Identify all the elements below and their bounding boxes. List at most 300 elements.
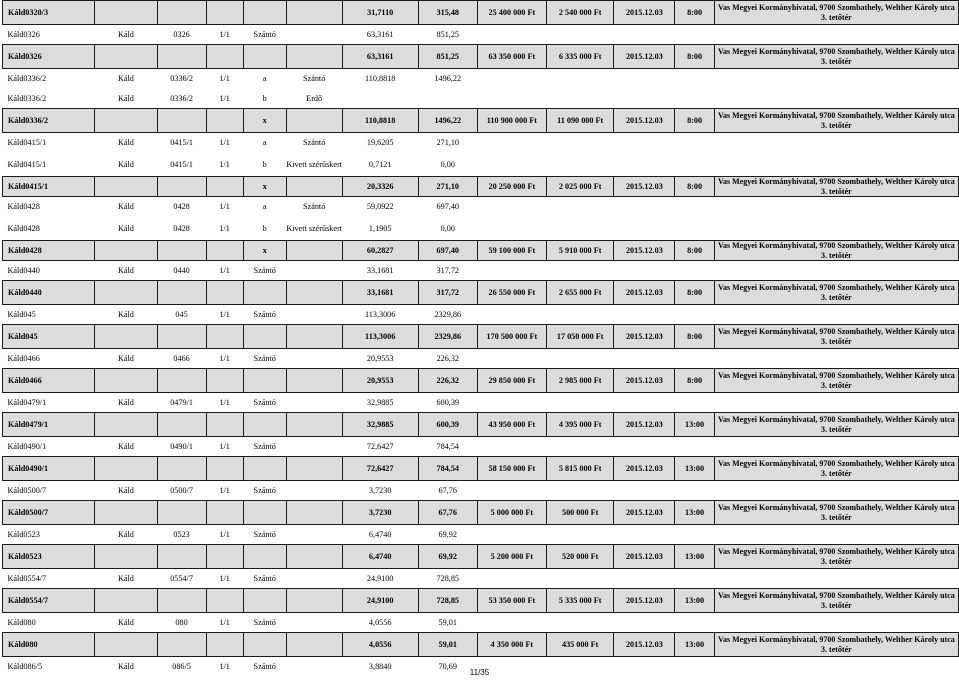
time-cell (675, 437, 714, 457)
price-cell: 63 350 000 Ft (477, 45, 546, 69)
area-cell: 33,1681 (366, 266, 394, 276)
area-cell (342, 89, 418, 109)
detail-row (3, 89, 959, 109)
share-cell: 1/1 (219, 29, 230, 39)
area-cell: 6,4740 (342, 545, 418, 569)
lot-number-cell (157, 325, 206, 349)
value-cell: 2329,86 (434, 310, 462, 320)
detail-row (3, 261, 959, 281)
area-cell: 72,6427 (342, 457, 418, 481)
detail-row (3, 153, 959, 177)
area-cell: 110,8818 (364, 74, 396, 84)
value-cell: 69,92 (438, 530, 457, 540)
sub-lot-cell: x (243, 241, 286, 261)
date-cell (614, 25, 675, 45)
value-cell: 600,39 (436, 398, 460, 408)
lot-number-cell (157, 241, 206, 261)
office-cell (714, 25, 958, 45)
deposit-cell (547, 197, 614, 217)
date-cell: 2015.12.03 (614, 1, 675, 25)
cultivation-cell (286, 177, 342, 197)
settlement-cell (95, 501, 157, 525)
office-cell (714, 569, 958, 589)
area-cell: 20,3326 (342, 177, 418, 197)
sub-lot-cell (243, 633, 286, 657)
area-cell: 24,9100 (366, 574, 394, 584)
date-cell (614, 349, 675, 369)
deposit-cell: 11 090 000 Ft (547, 109, 614, 133)
office-cell (714, 349, 958, 369)
parcel-id-cell: Káld0554/7 (7, 574, 47, 584)
share-cell: 1/1 (219, 159, 230, 169)
deposit-cell (547, 261, 614, 281)
settlement-cell: Káld (117, 662, 134, 672)
lot-number-cell: 0500/7 (170, 486, 193, 496)
area-cell: 20,9553 (342, 369, 418, 393)
cultivation-cell (286, 457, 342, 481)
lot-number-cell: 0554/7 (170, 574, 193, 584)
price-cell: 4 350 000 Ft (477, 633, 546, 657)
sub-lot-cell: Szántó (253, 398, 276, 408)
settlement-cell (95, 589, 157, 613)
detail-row (3, 481, 959, 501)
time-cell (675, 613, 714, 633)
settlement-cell: Káld (117, 29, 134, 39)
share-cell (206, 369, 243, 393)
parcel-id-cell: Káld080 (3, 633, 95, 657)
office-cell: Vas Megyei Kormányhivatal, 9700 Szombathely, Welther Károly utca 3. tetőtér (714, 369, 958, 393)
area-cell: 24,9100 (342, 589, 418, 613)
time-cell: 13:00 (675, 589, 714, 613)
time-cell: 13:00 (675, 413, 714, 437)
settlement-cell: Káld (117, 266, 134, 276)
office-cell: Vas Megyei Kormányhivatal, 9700 Szombathely, Welther Károly utca 3. tetőtér (714, 177, 958, 197)
lot-number-cell (157, 177, 206, 197)
value-cell: 697,40 (436, 202, 460, 212)
price-cell (477, 261, 546, 281)
summary-row (3, 1, 959, 25)
sub-lot-cell (243, 369, 286, 393)
office-cell (714, 525, 958, 545)
area-cell: 110,8818 (342, 109, 418, 133)
cultivation-cell: Szántó (303, 74, 326, 84)
parcel-id-cell: Káld045 (7, 310, 36, 320)
time-cell: 8:00 (675, 325, 714, 349)
summary-row (3, 241, 959, 261)
summary-row (3, 501, 959, 525)
lot-number-cell (157, 545, 206, 569)
sub-lot-cell: a (262, 74, 267, 84)
value-cell: 600,39 (418, 413, 477, 437)
office-cell (714, 197, 958, 217)
share-cell (206, 545, 243, 569)
settlement-cell (95, 633, 157, 657)
lot-number-cell (157, 45, 206, 69)
value-cell: 226,32 (418, 369, 477, 393)
price-cell: 53 350 000 Ft (477, 589, 546, 613)
share-cell: 1/1 (219, 486, 230, 496)
area-cell: 60,2827 (342, 241, 418, 261)
parcel-id-cell: Káld0326 (3, 45, 95, 69)
sub-lot-cell: Szántó (253, 29, 276, 39)
parcel-id-cell: Káld0415/1 (7, 138, 47, 148)
deposit-cell (547, 393, 614, 413)
parcel-id-cell: Káld0415/1 (3, 177, 95, 197)
time-cell (675, 569, 714, 589)
cultivation-cell: Szántó (303, 202, 326, 212)
settlement-cell: Káld (117, 574, 134, 584)
detail-row (3, 197, 959, 217)
settlement-cell: Káld (117, 486, 134, 496)
parcel-id-cell: Káld0466 (7, 354, 40, 364)
date-cell: 2015.12.03 (614, 633, 675, 657)
office-cell: Vas Megyei Kormányhivatal, 9700 Szombathely, Welther Károly utca 3. tetőtér (714, 45, 958, 69)
value-cell: 317,72 (418, 281, 477, 305)
price-cell: 170 500 000 Ft (477, 325, 546, 349)
area-cell: 19,6205 (366, 138, 394, 148)
time-cell: 13:00 (675, 501, 714, 525)
sub-lot-cell: Szántó (253, 530, 276, 540)
date-cell (614, 393, 675, 413)
parcel-id-cell: Káld080 (7, 618, 36, 628)
value-cell: 271,10 (436, 138, 460, 148)
area-cell: 1,1905 (368, 223, 392, 233)
price-cell (477, 25, 546, 45)
date-cell (614, 133, 675, 153)
sub-lot-cell (243, 1, 286, 25)
parcel-id-cell: Káld0554/7 (3, 589, 95, 613)
price-cell (477, 69, 546, 89)
time-cell: 13:00 (675, 633, 714, 657)
time-cell: 13:00 (675, 457, 714, 481)
share-cell (206, 241, 243, 261)
deposit-cell (547, 613, 614, 633)
detail-row (3, 69, 959, 89)
date-cell (614, 197, 675, 217)
deposit-cell: 6 335 000 Ft (547, 45, 614, 69)
lot-number-cell (157, 457, 206, 481)
cultivation-cell (286, 633, 342, 657)
share-cell (206, 589, 243, 613)
area-cell: 113,3006 (342, 325, 418, 349)
value-cell: 784,54 (436, 442, 460, 452)
lot-number-cell (157, 109, 206, 133)
area-cell: 33,1681 (342, 281, 418, 305)
time-cell: 13:00 (675, 545, 714, 569)
time-cell (675, 153, 714, 177)
share-cell: 1/1 (219, 202, 230, 212)
share-cell: 1/1 (219, 266, 230, 276)
settlement-cell: Káld (117, 159, 134, 169)
price-cell: 20 250 000 Ft (477, 177, 546, 197)
date-cell (614, 261, 675, 281)
area-cell: 0,7121 (368, 159, 392, 169)
lot-number-cell: 0466 (173, 354, 190, 364)
price-cell (477, 481, 546, 501)
cultivation-cell (286, 241, 342, 261)
value-cell: 315,48 (418, 1, 477, 25)
share-cell: 1/1 (219, 93, 230, 103)
detail-row (3, 217, 959, 241)
deposit-cell (547, 525, 614, 545)
settlement-cell: Káld (117, 74, 134, 84)
cultivation-cell (286, 261, 342, 281)
parcel-id-cell: Káld0490/1 (3, 457, 95, 481)
time-cell (675, 25, 714, 45)
time-cell (675, 261, 714, 281)
deposit-cell (547, 153, 614, 177)
time-cell: 8:00 (675, 369, 714, 393)
cultivation-cell: Szántó (303, 138, 326, 148)
price-cell: 43 950 000 Ft (477, 413, 546, 437)
time-cell: 8:00 (675, 1, 714, 25)
lot-number-cell (157, 633, 206, 657)
settlement-cell: Káld (117, 618, 134, 628)
value-cell: 728,85 (436, 574, 460, 584)
area-cell: 31,7110 (342, 1, 418, 25)
office-cell (714, 437, 958, 457)
sub-lot-cell (243, 325, 286, 349)
detail-row (3, 133, 959, 153)
sub-lot-cell: Szántó (253, 662, 276, 672)
summary-row (3, 325, 959, 349)
summary-row (3, 109, 959, 133)
price-cell: 110 900 000 Ft (477, 109, 546, 133)
area-cell: 59,0922 (366, 202, 394, 212)
cultivation-cell (286, 613, 342, 633)
deposit-cell (547, 69, 614, 89)
office-cell (714, 153, 958, 177)
sub-lot-cell: a (262, 138, 267, 148)
parcel-id-cell: Káld0428 (7, 202, 40, 212)
settlement-cell (95, 281, 157, 305)
value-cell: 67,76 (418, 501, 477, 525)
area-cell: 4,0556 (368, 618, 392, 628)
detail-row (3, 393, 959, 413)
parcel-id-cell: Káld086/5 (7, 662, 43, 672)
sub-lot-cell (243, 501, 286, 525)
sub-lot-cell (243, 457, 286, 481)
time-cell (675, 133, 714, 153)
parcel-id-cell: Káld0428 (3, 241, 95, 261)
summary-row (3, 589, 959, 613)
parcel-id-cell: Káld0336/2 (7, 74, 47, 84)
cultivation-cell: Kivett szérűskert (286, 159, 343, 169)
deposit-cell: 2 025 000 Ft (547, 177, 614, 197)
detail-row (3, 569, 959, 589)
area-cell: 72,6427 (366, 442, 394, 452)
parcel-id-cell: Káld0440 (3, 281, 95, 305)
value-cell: 851,25 (418, 45, 477, 69)
date-cell: 2015.12.03 (614, 281, 675, 305)
share-cell: 1/1 (219, 398, 230, 408)
price-cell (477, 525, 546, 545)
date-cell (614, 437, 675, 457)
price-cell (477, 89, 546, 109)
deposit-cell: 2 655 000 Ft (547, 281, 614, 305)
price-cell: 25 400 000 Ft (477, 1, 546, 25)
date-cell: 2015.12.03 (614, 369, 675, 393)
sub-lot-cell (243, 545, 286, 569)
time-cell: 8:00 (675, 177, 714, 197)
settlement-cell: Káld (117, 138, 134, 148)
date-cell: 2015.12.03 (614, 45, 675, 69)
share-cell (206, 45, 243, 69)
parcel-id-cell: Káld0440 (7, 266, 40, 276)
share-cell: 1/1 (219, 354, 230, 364)
office-cell: Vas Megyei Kormányhivatal, 9700 Szombathely, Welther Károly utca 3. tetőtér (714, 109, 958, 133)
price-cell (477, 349, 546, 369)
cultivation-cell (286, 481, 342, 501)
time-cell: 8:00 (675, 45, 714, 69)
detail-row (3, 305, 959, 325)
lot-number-cell: 0490/1 (170, 442, 193, 452)
parcel-id-cell: Káld0428 (7, 223, 40, 233)
sub-lot-cell: Szántó (253, 442, 276, 452)
price-cell: 5 000 000 Ft (477, 501, 546, 525)
sub-lot-cell: b (262, 159, 267, 169)
summary-row (3, 369, 959, 393)
deposit-cell: 2 985 000 Ft (547, 369, 614, 393)
time-cell: 8:00 (675, 109, 714, 133)
office-cell: Vas Megyei Kormányhivatal, 9700 Szombathely, Welther Károly utca 3. tetőtér (714, 325, 958, 349)
cultivation-cell (286, 281, 342, 305)
sub-lot-cell: Szántó (253, 618, 276, 628)
share-cell: 1/1 (219, 662, 230, 672)
lot-number-cell (157, 369, 206, 393)
summary-row (3, 281, 959, 305)
cultivation-cell: Erdő (306, 93, 323, 103)
sub-lot-cell: Szántó (253, 266, 276, 276)
cultivation-cell (286, 109, 342, 133)
parcel-id-cell: Káld0479/1 (3, 413, 95, 437)
area-cell: 3,7230 (368, 486, 392, 496)
share-cell (206, 501, 243, 525)
cultivation-cell (286, 393, 342, 413)
cultivation-cell (286, 413, 342, 437)
sub-lot-cell: Szántó (253, 310, 276, 320)
office-cell: Vas Megyei Kormányhivatal, 9700 Szombathely, Welther Károly utca 3. tetőtér (714, 241, 958, 261)
price-cell (477, 437, 546, 457)
sub-lot-cell: x (243, 109, 286, 133)
sub-lot-cell (243, 45, 286, 69)
sub-lot-cell: Szántó (253, 486, 276, 496)
parcel-id-cell: Káld0415/1 (7, 159, 47, 169)
office-cell: Vas Megyei Kormányhivatal, 9700 Szombathely, Welther Károly utca 3. tetőtér (714, 633, 958, 657)
settlement-cell: Káld (117, 398, 134, 408)
share-cell (206, 633, 243, 657)
price-cell (477, 197, 546, 217)
date-cell: 2015.12.03 (614, 545, 675, 569)
office-cell: Vas Megyei Kormányhivatal, 9700 Szombathely, Welther Károly utca 3. tetőtér (714, 589, 958, 613)
value-cell: 59,01 (418, 633, 477, 657)
date-cell: 2015.12.03 (614, 457, 675, 481)
area-cell: 3,7230 (342, 501, 418, 525)
price-cell: 5 200 000 Ft (477, 545, 546, 569)
sub-lot-cell: Szántó (253, 354, 276, 364)
date-cell: 2015.12.03 (614, 109, 675, 133)
value-cell: 226,32 (436, 354, 460, 364)
deposit-cell (547, 437, 614, 457)
settlement-cell: Káld (117, 530, 134, 540)
date-cell (614, 569, 675, 589)
price-cell (477, 569, 546, 589)
summary-row (3, 177, 959, 197)
time-cell: 8:00 (675, 281, 714, 305)
price-cell: 58 150 000 Ft (477, 457, 546, 481)
parcel-id-cell: Káld0490/1 (7, 442, 47, 452)
date-cell (614, 69, 675, 89)
value-cell: 69,92 (418, 545, 477, 569)
lot-number-cell: 0523 (173, 530, 190, 540)
cultivation-cell (286, 501, 342, 525)
summary-row (3, 413, 959, 437)
lot-number-cell: 086/5 (172, 662, 191, 672)
settlement-cell: Káld (117, 442, 134, 452)
share-cell (206, 177, 243, 197)
value-cell: 1496,22 (418, 109, 477, 133)
value-cell: 59,01 (438, 618, 457, 628)
office-cell (714, 217, 958, 241)
price-cell: 29 850 000 Ft (477, 369, 546, 393)
date-cell (614, 217, 675, 241)
office-cell (714, 133, 958, 153)
value-cell (418, 89, 477, 109)
value-cell: 728,85 (418, 589, 477, 613)
sub-lot-cell: b (262, 93, 267, 103)
share-cell: 1/1 (219, 618, 230, 628)
cultivation-cell (286, 349, 342, 369)
deposit-cell: 17 050 000 Ft (547, 325, 614, 349)
parcel-id-cell: Káld0479/1 (7, 398, 47, 408)
cultivation-cell (286, 589, 342, 613)
parcel-id-cell: Káld0500/7 (7, 486, 47, 496)
lot-number-cell: 0440 (173, 266, 190, 276)
time-cell (675, 481, 714, 501)
value-cell: 1496,22 (434, 74, 462, 84)
office-cell (714, 89, 958, 109)
deposit-cell: 4 395 000 Ft (547, 413, 614, 437)
cultivation-cell (286, 437, 342, 457)
date-cell: 2015.12.03 (614, 177, 675, 197)
summary-row (3, 45, 959, 69)
value-cell: 2329,86 (418, 325, 477, 349)
lot-number-cell: 0336/2 (170, 93, 193, 103)
parcel-id-cell: Káld0523 (7, 530, 40, 540)
detail-row (3, 525, 959, 545)
settlement-cell (95, 545, 157, 569)
share-cell (206, 413, 243, 437)
settlement-cell (95, 177, 157, 197)
time-cell (675, 305, 714, 325)
lot-number-cell: 0415/1 (170, 159, 193, 169)
sub-lot-cell (243, 413, 286, 437)
office-cell: Vas Megyei Kormányhivatal, 9700 Szombathely, Welther Károly utca 3. tetőtér (714, 501, 958, 525)
lot-number-cell: 0479/1 (170, 398, 193, 408)
date-cell: 2015.12.03 (614, 241, 675, 261)
deposit-cell (547, 569, 614, 589)
time-cell (675, 349, 714, 369)
date-cell: 2015.12.03 (614, 589, 675, 613)
cultivation-cell (286, 569, 342, 589)
parcel-id-cell: Káld0320/3 (3, 1, 95, 25)
settlement-cell: Káld (117, 354, 134, 364)
deposit-cell (547, 89, 614, 109)
area-cell: 20,9553 (366, 354, 394, 364)
parcel-id-cell: Káld0336/2 (7, 93, 47, 103)
value-cell: 271,10 (418, 177, 477, 197)
area-cell: 113,3006 (364, 310, 396, 320)
